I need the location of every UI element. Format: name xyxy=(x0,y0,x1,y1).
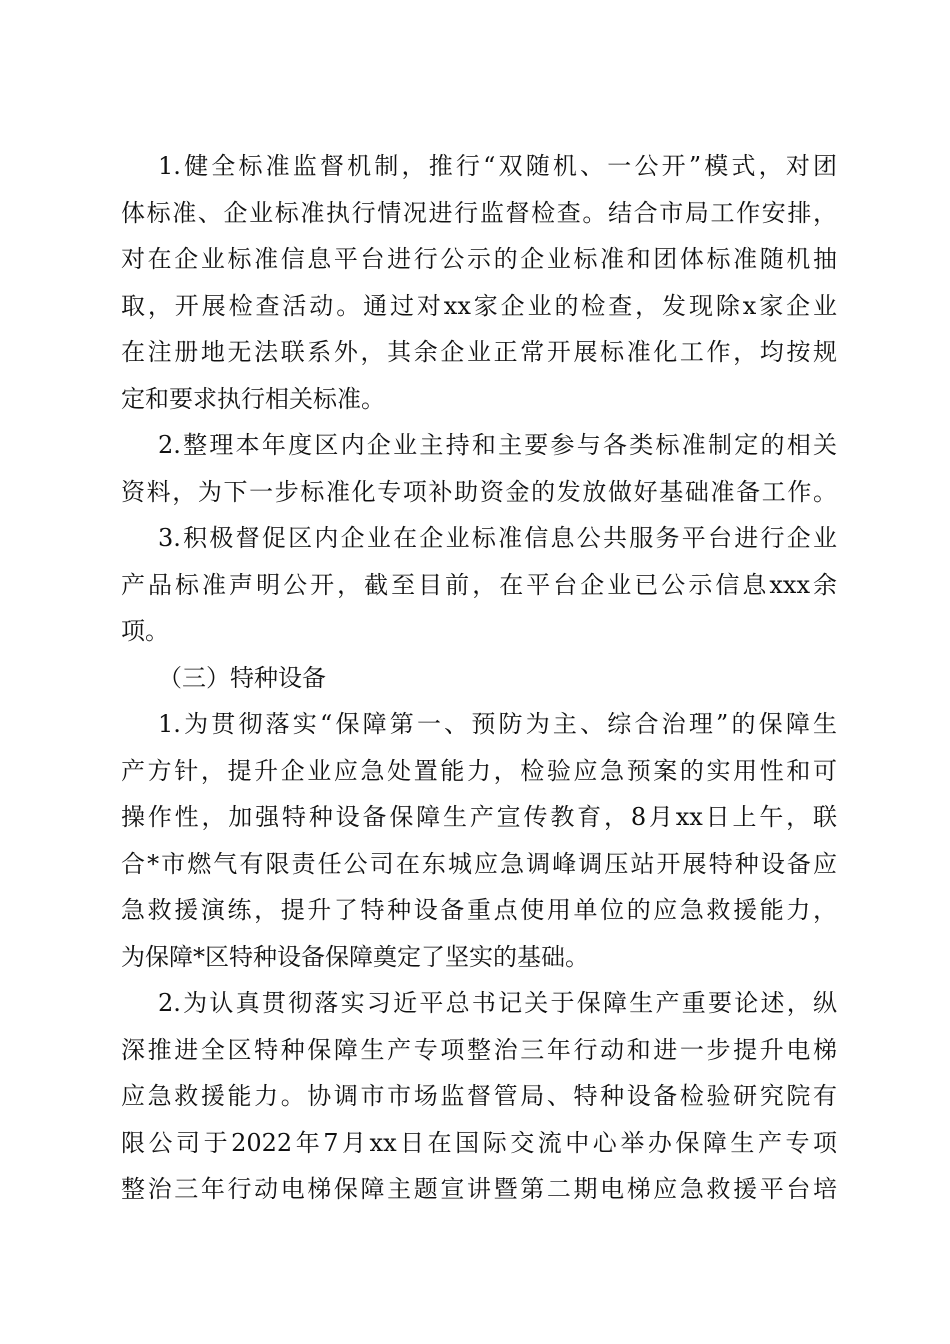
paragraph-line: 对在企业标准信息平台进行公示的企业标准和团体标准随机抽 xyxy=(121,245,837,273)
paragraph-4 xyxy=(121,701,837,980)
paragraph-line: 项。 xyxy=(121,617,169,645)
paragraph-2 xyxy=(121,422,837,515)
paragraph-line: 取，开展检查活动。通过对xx家企业的检查，发现除x家企业 xyxy=(121,291,837,320)
paragraph-line: 定和要求执行相关标准。 xyxy=(121,384,385,413)
paragraph-3 xyxy=(121,515,837,655)
document-body xyxy=(121,143,837,1213)
paragraph-line: 在注册地无法联系外，其余企业正常开展标准化工作，均按规 xyxy=(121,338,837,366)
paragraph-line: 深推进全区特种保障生产专项整治三年行动和进一步提升电梯 xyxy=(121,1035,837,1064)
paragraph-line: 3.积极督促区内企业在企业标准信息公共服务平台进行企业 xyxy=(158,524,837,552)
paragraph-5 xyxy=(121,980,837,1213)
paragraph-line: 产方针，提升企业应急处置能力，检验应急预案的实用性和可 xyxy=(121,756,837,785)
paragraph-line: 为保障*区特种设备保障奠定了坚实的基础。 xyxy=(121,942,589,971)
paragraph-line: 急救援演练，提升了特种设备重点使用单位的应急救援能力， xyxy=(121,896,837,924)
section-heading: （三）特种设备 xyxy=(158,663,326,692)
paragraph-line: 2.为认真贯彻落实习近平总书记关于保障生产重要论述，纵 xyxy=(158,989,837,1017)
paragraph-line: 整治三年行动电梯保障主题宣讲暨第二期电梯应急救援平台培 xyxy=(121,1175,837,1203)
paragraph-line: 合*市燃气有限责任公司在东城应急调峰调压站开展特种设备应 xyxy=(121,849,837,878)
paragraph-line: 1.为贯彻落实“保障第一、预防为主、综合治理”的保障生 xyxy=(158,710,837,738)
paragraph-line: 产品标准声明公开，截至目前，在平台企业已公示信息xxx余 xyxy=(121,570,837,599)
paragraph-1 xyxy=(121,143,837,422)
paragraph-line: 操作性，加强特种设备保障生产宣传教育，8月xx日上午，联 xyxy=(121,803,837,831)
paragraph-line: 体标准、企业标准执行情况进行监督检查。结合市局工作安排， xyxy=(121,198,837,227)
paragraph-line: 资料，为下一步标准化专项补助资金的发放做好基础准备工作。 xyxy=(121,477,837,506)
paragraph-line: 应急救援能力。协调市市场监督管局、特种设备检验研究院有 xyxy=(121,1082,837,1110)
paragraph-line: 限公司于2022年7月xx日在国际交流中心举办保障生产专项 xyxy=(121,1128,837,1157)
paragraph-line: 1.健全标准监督机制，推行“双随机、一公开”模式，对团 xyxy=(158,152,837,180)
paragraph-line: 2.整理本年度区内企业主持和主要参与各类标准制定的相关 xyxy=(158,431,837,459)
